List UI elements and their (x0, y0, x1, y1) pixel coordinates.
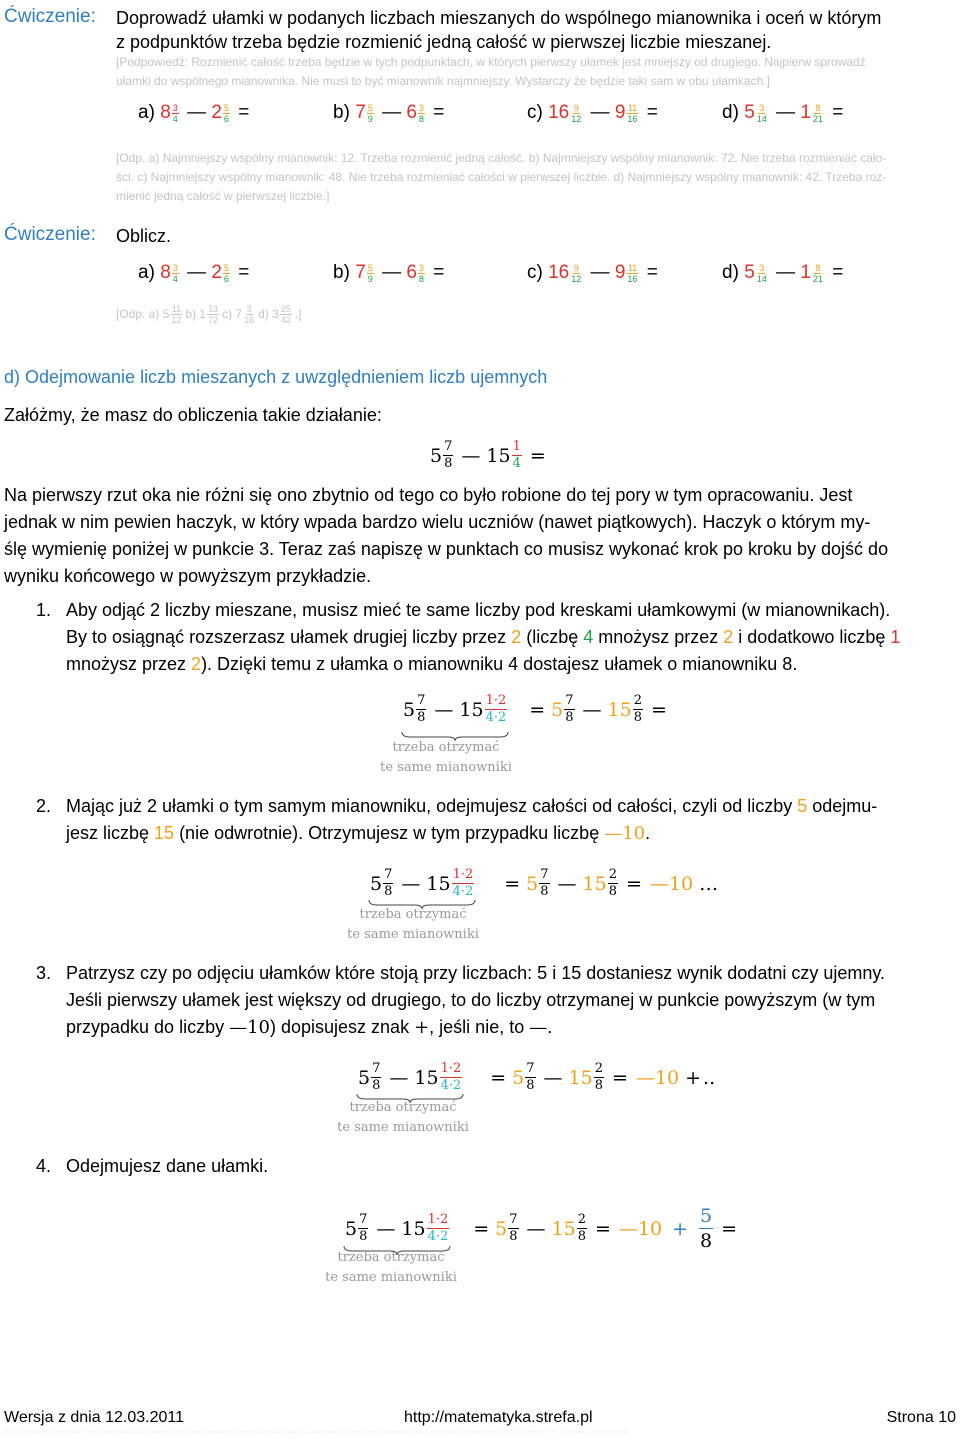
denominator: 12 (571, 273, 582, 284)
exercise-letter: a) (138, 102, 155, 123)
denominator: 8 (608, 884, 618, 899)
equals-sign: = (504, 872, 521, 895)
mixed-number (355, 262, 377, 284)
step-number: 2. (36, 796, 52, 816)
numerator: 2 (594, 1061, 604, 1076)
math-text: + (414, 1017, 430, 1038)
minus-sign: — (776, 102, 796, 123)
brace-note (323, 1098, 483, 1138)
result: —10 (649, 872, 694, 895)
equals-sign: = (626, 872, 642, 895)
denominator: 72 (208, 315, 219, 325)
numerator: 2 (633, 693, 643, 708)
math-text: —10 (229, 1017, 270, 1038)
hint-line: ułamki do wspólnego mianownika. Nie musi to być mianownik najmniejszy. Wystarczy że będzie taki sam w obu ułamkach.] (116, 74, 770, 88)
fraction (383, 868, 393, 899)
denominator: 14 (756, 113, 767, 124)
note-line: trzeba otrzymać (337, 1250, 445, 1265)
minus-sign: — (187, 262, 207, 283)
minus-sign: — (401, 872, 421, 895)
step-line (66, 793, 958, 820)
numerator: 1 (512, 439, 521, 454)
numerator: 9 (573, 102, 579, 113)
whole: 1 (800, 262, 811, 283)
exercise-c (527, 102, 658, 124)
text: odejmu- (807, 796, 878, 816)
numerator: 5 (367, 262, 373, 273)
step-line: Jeśli pierwszy ułamek jest większy od drugiego, to do liczby otrzymanej w punkcie powyższym (w tym (66, 990, 876, 1010)
mixed-number (744, 102, 771, 124)
mixed-number (744, 262, 771, 284)
brace-note (311, 1248, 471, 1288)
equals-sign: = (595, 1217, 611, 1240)
math-text: — (529, 1017, 548, 1038)
fraction (427, 1213, 450, 1244)
exercise-letter: c) (527, 102, 543, 123)
whole: 5 (744, 262, 755, 283)
answer-line: mienić jedną całość w pierwszej liczbie.] (116, 189, 330, 203)
answer-fraction (280, 304, 292, 325)
highlight: 5 (797, 796, 808, 816)
minus-sign: — (382, 102, 402, 123)
mixed-number (406, 102, 428, 124)
mixed-number (548, 102, 585, 124)
step-number: 4. (36, 1156, 52, 1176)
paragraph-line: ślę wymienię poniżej w punkcie 3. Teraz zaś napiszę w punktach co musisz wykonać krok po kroku by dojść do (4, 539, 889, 559)
numerator: 5 (367, 102, 373, 113)
exercise-c (527, 262, 658, 284)
whole: 5 (526, 872, 539, 895)
whole: 5 (430, 444, 443, 467)
footer-url[interactable]: http://matematyka.strefa.pl (404, 1409, 593, 1426)
whole: 5 (358, 1066, 371, 1089)
note-line: te same mianowniki (347, 927, 479, 942)
exercise-task (116, 6, 956, 54)
exercise-b (333, 262, 444, 284)
exercise-d (722, 102, 843, 124)
whole: 7 (355, 262, 366, 283)
equals-sign: = (651, 698, 667, 721)
numerator: 8 (815, 262, 821, 273)
fraction (452, 868, 475, 899)
text: mnożysz przez (66, 654, 192, 674)
equals-sign: = (529, 444, 546, 467)
equals-sign: = (529, 698, 546, 721)
minus-sign: — (382, 262, 402, 283)
denominator: 4 (172, 273, 178, 284)
mixed-number (615, 262, 642, 284)
denominator: 8 (359, 1229, 368, 1244)
text: przypadku do liczby (66, 1017, 230, 1037)
answer-line: ści. c) Najmniejszy wspólny mianownik: 48. Nie trzeba rozmieniać całości w pierwszej liczbie. d) Najmniejszy wspólny mianownik: 42. Trzeba roz- (116, 170, 887, 184)
step-line (66, 1014, 958, 1041)
minus-sign: — (557, 872, 577, 895)
mixed-number (615, 102, 642, 124)
whole: 5 (370, 872, 383, 895)
text: By to osiągnąć rozszerzasz ułamek drugiej liczby przez (66, 627, 512, 647)
numerator: 3 (418, 262, 424, 273)
whole: 6 (406, 102, 417, 123)
task-line: Doprowadź ułamki w podanych liczbach mieszanych do wspólnego mianownika i oceń w którym (116, 8, 882, 28)
footer-page-number: Strona 10 (886, 1409, 956, 1426)
denominator: 9 (367, 273, 373, 284)
equals-sign: = (646, 102, 658, 123)
footer-license: Ten utwór jest dostępny na licencji Creative Commons Uznanie autorstwa-Użycie niekomercyjne-Na tych samych warunkach 3.0 Unported. Aby zapoznać się z kopią licencji, odwiedź stronę http://creativecommons.org/licenses/by-nc-sa/3.0/ lub wyślij list na adres Creative Commons, 171 Second Street, Suite 300, San Francisco, California, 94105, USA. (4, 1429, 629, 1434)
numerator: 1·2 (485, 693, 507, 708)
denominator: 21 (812, 113, 823, 124)
minus-sign: — (543, 1066, 563, 1089)
denominator: 4·2 (485, 710, 507, 725)
numerator: 7 (359, 1212, 368, 1227)
text: jesz liczbę (66, 823, 155, 843)
step-line: Aby odjąć 2 liczby mieszane, musisz mieć te same liczby pod kreskami ułamkowymi (w mianownikach). (66, 600, 891, 620)
step-line (66, 820, 958, 847)
numerator: 3 (246, 304, 252, 314)
numerator: 7 (526, 1061, 535, 1076)
exercise-a (138, 102, 249, 124)
text: . (645, 823, 651, 843)
answer-text: c) 7 (222, 307, 243, 321)
minus-sign: — (526, 1217, 546, 1240)
denominator: 12 (171, 315, 182, 325)
whole: 2 (211, 102, 222, 123)
exercise-b (333, 102, 444, 124)
whole: 7 (355, 102, 366, 123)
fraction (633, 694, 643, 725)
main-expression (430, 440, 546, 471)
hint-line: [Podpowiedź: Rozmienić całość trzeba będzie w tych podpunktach, w których pierwszy ułamek jest mniejszy od drugiego. Najpierw sprowadź (116, 55, 866, 69)
exercise-letter: b) (333, 262, 350, 283)
denominator: 8 (700, 1230, 713, 1252)
text: , jeśli nie, to (429, 1017, 530, 1037)
denominator: 8 (372, 1078, 381, 1093)
fraction (594, 1062, 604, 1093)
numerator: 3 (172, 262, 178, 273)
denominator: 16 (627, 113, 638, 124)
fraction (358, 1213, 368, 1244)
plus-sign: + (685, 1066, 702, 1089)
denominator: 6 (223, 273, 229, 284)
minus-sign: — (590, 262, 610, 283)
note-line: te same mianowniki (380, 760, 512, 775)
exercise-label: Ćwiczenie: (4, 224, 96, 245)
numerator: 7 (417, 693, 426, 708)
minus-sign: — (434, 698, 454, 721)
paragraph-line: wyniku końcowego w powyższym przykładzie. (4, 566, 372, 586)
equals-sign: = (490, 1066, 507, 1089)
exercise-task: Oblicz. (116, 226, 172, 246)
numerator: 7 (444, 439, 453, 454)
denominator: 12 (571, 113, 582, 124)
whole: 5 (403, 698, 416, 721)
denominator: 4·2 (452, 884, 474, 899)
answer-text: [Odp. a) 5 (116, 307, 170, 321)
denominator: 8 (444, 456, 453, 471)
numerator: 11 (627, 102, 638, 113)
text: . (547, 1017, 553, 1037)
fraction (525, 1062, 535, 1093)
exercise-d (722, 262, 843, 284)
denominator: 16 (627, 273, 638, 284)
whole: 16 (548, 262, 570, 283)
minus-sign: — (776, 262, 796, 283)
denominator: 8 (417, 710, 426, 725)
numerator: 5 (700, 1205, 713, 1227)
minus-sign: — (461, 444, 481, 467)
mixed-number (211, 262, 233, 284)
whole: 5 (345, 1217, 358, 1240)
highlight: 2 (511, 627, 522, 647)
fraction (443, 440, 453, 471)
denominator: 4·2 (427, 1229, 449, 1244)
denominator: 8 (577, 1229, 587, 1244)
minus-sign: — (376, 1217, 396, 1240)
denominator: 9 (367, 113, 373, 124)
answer-fraction (243, 304, 255, 325)
step-1-expression (403, 694, 667, 725)
text: ). Dzięki temu z ułamka o mianowniku 4 dostajesz ułamek o mianowniku 8. (201, 654, 798, 674)
denominator: 8 (509, 1229, 518, 1244)
step-1-text (66, 597, 958, 678)
fraction (699, 1205, 713, 1252)
whole: 15 (459, 698, 484, 721)
brace-note (366, 738, 526, 778)
equals-sign: = (238, 262, 250, 283)
text: i dodatkowo liczbę (733, 627, 891, 647)
denominator: 8 (384, 884, 393, 899)
numerator: 2 (608, 867, 618, 882)
whole: 6 (406, 262, 417, 283)
mixed-number (355, 102, 377, 124)
exercise-a (138, 262, 249, 284)
exercise-letter: a) (138, 262, 155, 283)
mixed-number (548, 262, 585, 284)
highlight: 2 (723, 627, 734, 647)
mixed-number (800, 102, 827, 124)
fraction (608, 868, 618, 899)
fraction (564, 694, 574, 725)
equals-sign: = (473, 1217, 490, 1240)
minus-sign: — (389, 1066, 409, 1089)
numerator: 1·2 (452, 867, 474, 882)
exercise-label: Ćwiczenie: (4, 6, 96, 27)
denominator: 8 (540, 884, 549, 899)
numerator: 7 (384, 867, 393, 882)
numerator: 9 (573, 262, 579, 273)
denominator: 8 (594, 1078, 604, 1093)
brace-note (333, 905, 493, 945)
note-line: te same mianowniki (337, 1120, 469, 1135)
whole: 9 (614, 102, 626, 123)
denominator: 4 (512, 456, 521, 471)
mixed-number (160, 262, 182, 284)
whole: 9 (614, 262, 626, 283)
numerator: 11 (627, 262, 638, 273)
equals-sign: = (832, 262, 844, 283)
equals-sign: = (646, 262, 658, 283)
section-heading: d) Odejmowanie liczb mieszanych z uwzględnieniem liczb ujemnych (4, 367, 548, 387)
fraction (440, 1062, 463, 1093)
numerator: 3 (418, 102, 424, 113)
whole: 5 (551, 698, 564, 721)
step-4-text: Odejmujesz dane ułamki. (66, 1156, 269, 1176)
numerator: 2 (577, 1212, 587, 1227)
denominator: 8 (418, 273, 424, 284)
whole: 5 (495, 1217, 508, 1240)
whole: 15 (426, 872, 451, 895)
whole: 15 (414, 1066, 439, 1089)
equals-sign: = (238, 102, 250, 123)
answer-text: .] (294, 307, 302, 321)
answer-fraction (207, 304, 219, 325)
plus-sign: + (672, 1217, 689, 1240)
denominator: 8 (418, 113, 424, 124)
paragraph-line: Na pierwszy rzut oka nie różni się ono zbytnio od tego co było robione do tej pory w tym opracowaniu. Jest (4, 485, 853, 505)
whole: 2 (211, 262, 222, 283)
fraction (512, 440, 522, 471)
whole: 8 (160, 262, 171, 283)
exercise-letter: d) (722, 262, 739, 283)
mixed-number (211, 102, 233, 124)
answer-hint (116, 304, 302, 325)
highlight: 15 (154, 823, 175, 843)
step-2-expression (370, 868, 718, 899)
step-line: Patrzysz czy po odjęciu ułamków które stoją przy liczbach: 5 i 15 dostaniesz wynik dodatni czy ujemny. (66, 963, 886, 983)
fraction (577, 1213, 587, 1244)
denominator: 21 (812, 273, 823, 284)
answer-fraction (170, 304, 182, 325)
denominator: 4·2 (440, 1078, 462, 1093)
note-line: te same mianowniki (325, 1270, 457, 1285)
paragraph-line: jednak w nim pewien haczyk, w który wpada bardzo wielu uczniów (nawet piątkowych). Haczyk o którym my- (4, 512, 871, 532)
exercise-letter: b) (333, 102, 350, 123)
equals-sign: = (612, 1066, 628, 1089)
mixed-number (800, 262, 827, 284)
numerator: 3 (172, 102, 178, 113)
step-number: 1. (36, 600, 52, 620)
numerator: 8 (815, 102, 821, 113)
text: ) dopisujesz znak (270, 1017, 415, 1037)
whole: 15 (568, 1066, 593, 1089)
mixed-number (406, 262, 428, 284)
fraction (371, 1062, 381, 1093)
whole: 5 (512, 1066, 525, 1089)
task-line: z podpunktów trzeba będzie rozmienić jedną całość w pierwszej liczbie mieszanej. (116, 32, 772, 52)
text: (liczbę (521, 627, 584, 647)
equals-sign: = (433, 102, 445, 123)
denominator: 42 (280, 315, 291, 325)
numerator: 7 (372, 1061, 381, 1076)
step-number: 3. (36, 963, 52, 983)
answer-line: [Odp. a) Najmniejszy wspólny mianownik: 12. Trzeba rozmienić jedną całość. b) Najmniejszy wspólny mianownik: 72. Nie trzeba rozmieniać cało- (116, 151, 887, 165)
result: —10 (618, 1217, 663, 1240)
text: (nie odwrotnie). Otrzymujesz w tym przypadku liczbę (174, 823, 605, 843)
numerator: 3 (759, 102, 765, 113)
denominator: 4 (172, 113, 178, 124)
numerator: 7 (540, 867, 549, 882)
whole: 15 (551, 1217, 576, 1240)
whole: 15 (486, 444, 511, 467)
note-line: trzeba otrzymać (349, 1100, 457, 1115)
answer-text: b) 1 (185, 307, 207, 321)
fraction (416, 694, 426, 725)
highlight: —10 (604, 823, 646, 844)
minus-sign: — (187, 102, 207, 123)
numerator: 5 (223, 262, 229, 273)
numerator: 7 (509, 1212, 518, 1227)
intro-paragraph (4, 482, 958, 590)
numerator: 1·2 (440, 1061, 462, 1076)
text: Mając już 2 ułamki o tym samym mianowniku, odejmujesz całości od całości, czyli od liczby (66, 796, 798, 816)
denominator: 6 (223, 113, 229, 124)
mixed-number (160, 102, 182, 124)
fraction (539, 868, 549, 899)
hint (116, 53, 956, 91)
numerator: 11 (171, 304, 182, 314)
note-line: trzeba otrzymać (392, 740, 500, 755)
fraction (485, 694, 508, 725)
step-line (66, 624, 958, 651)
denominator: 8 (565, 710, 574, 725)
whole: 15 (607, 698, 632, 721)
step-line (66, 651, 958, 678)
denominator: 8 (526, 1078, 535, 1093)
minus-sign: — (582, 698, 602, 721)
fraction (508, 1213, 518, 1244)
ellipsis: .. (703, 1066, 716, 1089)
numerator: 5 (223, 102, 229, 113)
whole: 8 (160, 102, 171, 123)
equals-sign: = (433, 262, 445, 283)
denominator: 16 (244, 315, 255, 325)
highlight: 1 (890, 627, 901, 647)
highlight: 4 (583, 627, 594, 647)
text: mnożysz przez (593, 627, 724, 647)
whole: 16 (548, 102, 570, 123)
answer-text: d) 3 (258, 307, 279, 321)
whole: 15 (401, 1217, 426, 1240)
step-3-expression (358, 1062, 715, 1093)
exercise-letter: c) (527, 262, 543, 283)
answer-hint (116, 149, 956, 206)
exercise-letter: d) (722, 102, 739, 123)
equals-sign: = (721, 1217, 738, 1240)
whole: 1 (800, 102, 811, 123)
numerator: 3 (759, 262, 765, 273)
numerator: 1·2 (427, 1212, 449, 1227)
numerator: 13 (208, 304, 219, 314)
minus-sign: — (590, 102, 610, 123)
ellipsis: … (699, 872, 719, 895)
numerator: 25 (280, 304, 291, 314)
denominator: 8 (633, 710, 643, 725)
whole: 5 (744, 102, 755, 123)
intro-text: Załóżmy, że masz do obliczenia takie działanie: (4, 405, 382, 425)
note-line: trzeba otrzymać (359, 907, 467, 922)
result: —10 (635, 1066, 680, 1089)
step-2-text (66, 793, 958, 847)
equals-sign: = (832, 102, 844, 123)
numerator: 7 (565, 693, 574, 708)
highlight: 2 (191, 654, 202, 674)
denominator: 14 (756, 273, 767, 284)
whole: 15 (582, 872, 607, 895)
footer-version: Wersja z dnia 12.03.2011 (4, 1409, 184, 1426)
step-3-text (66, 960, 958, 1041)
